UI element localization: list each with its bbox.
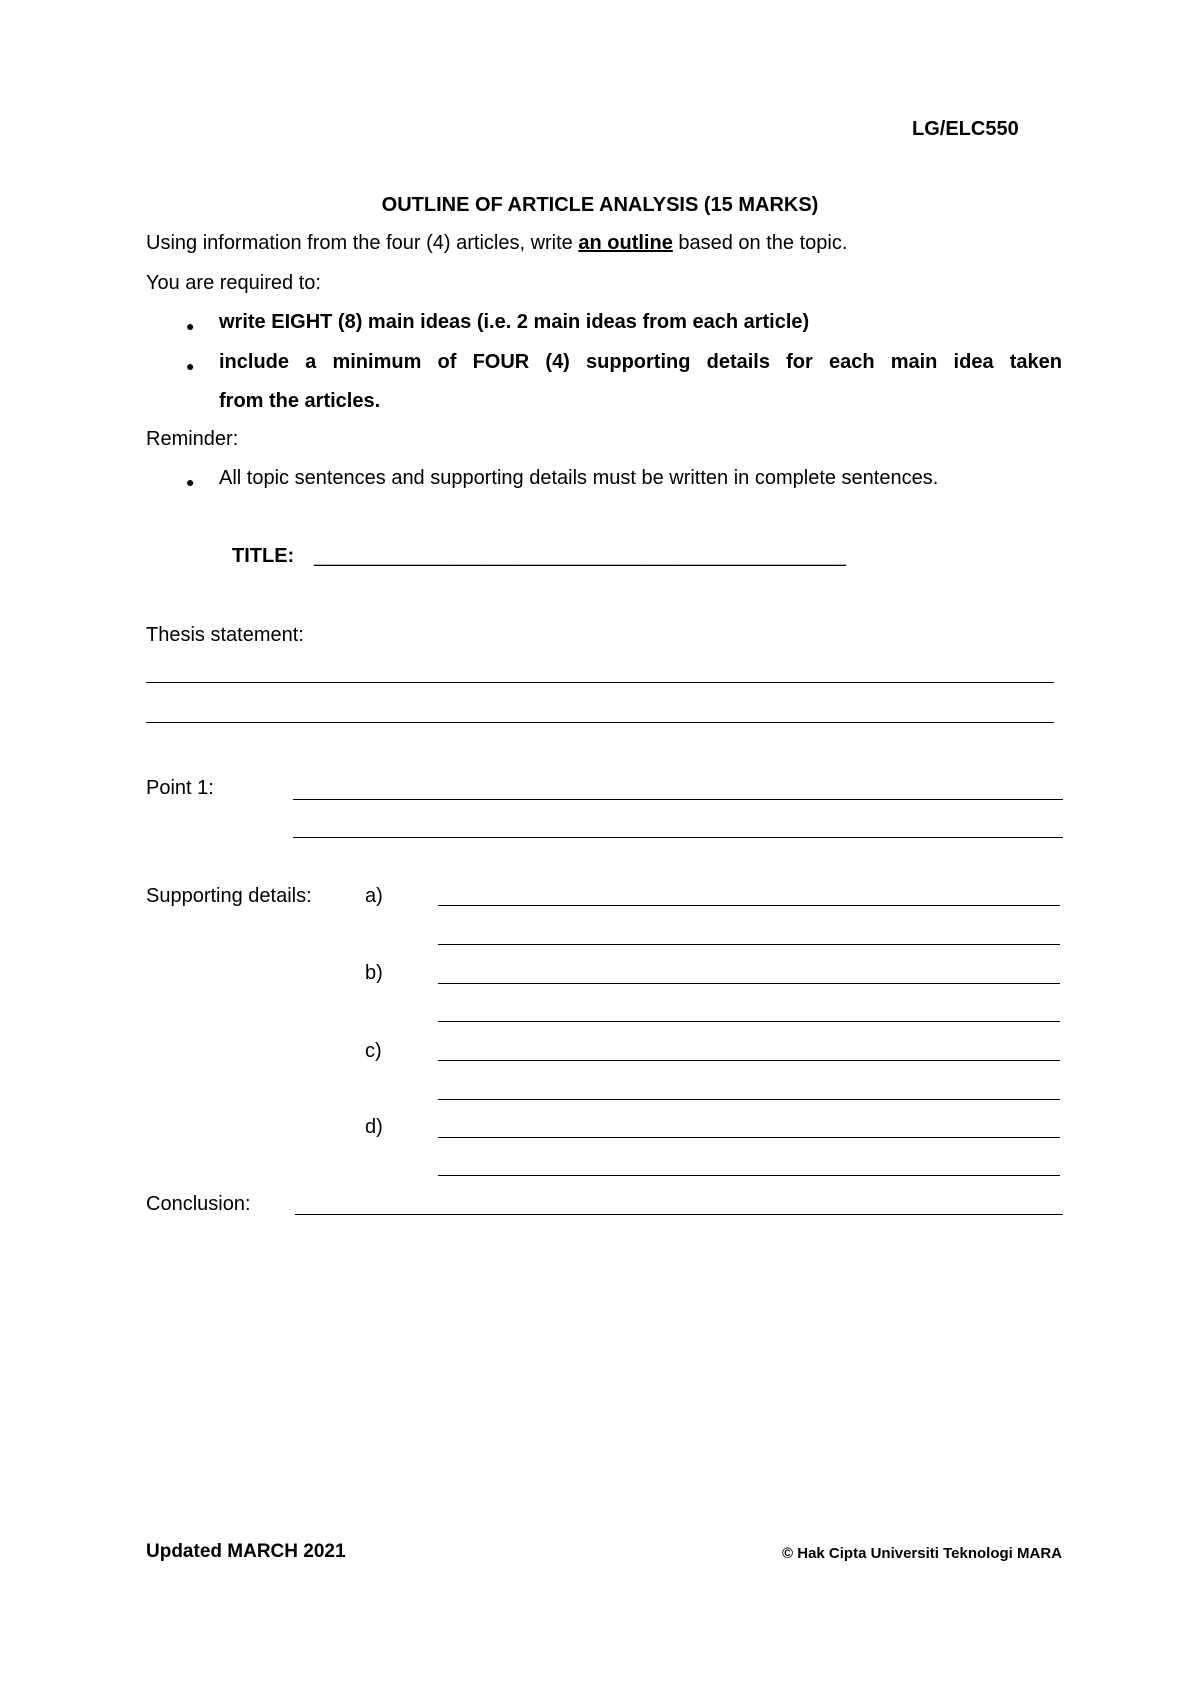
detail-letter: c) bbox=[365, 1040, 382, 1062]
bullet-icon: ● bbox=[186, 358, 195, 374]
detail-line bbox=[438, 1099, 1060, 1100]
detail-line bbox=[438, 1021, 1060, 1022]
footer-updated: Updated MARCH 2021 bbox=[146, 1541, 346, 1562]
title-label: TITLE: bbox=[232, 545, 295, 567]
point-label: Point 1: bbox=[146, 777, 214, 799]
reminder-label: Reminder: bbox=[146, 428, 239, 450]
point-line bbox=[293, 799, 1063, 800]
thesis-label: Thesis statement: bbox=[146, 624, 304, 646]
detail-line bbox=[438, 1137, 1060, 1138]
detail-line bbox=[438, 944, 1060, 945]
intro-before: Using information from the four (4) articles, write bbox=[146, 232, 579, 254]
conclusion-line bbox=[295, 1214, 1063, 1215]
detail-letter: d) bbox=[365, 1116, 383, 1138]
intro-after: based on the topic. bbox=[672, 232, 848, 254]
detail-line bbox=[438, 1060, 1060, 1061]
thesis-line bbox=[146, 722, 1054, 723]
reminder-item: All topic sentences and supporting details must be written in complete sentences. bbox=[219, 467, 939, 489]
bullet-icon: ● bbox=[186, 474, 195, 490]
requirement-item: write EIGHT (8) main ideas (i.e. 2 main ideas from each article) bbox=[219, 311, 810, 333]
detail-letter: b) bbox=[365, 962, 383, 984]
detail-line bbox=[438, 1175, 1060, 1176]
bullet-icon: ● bbox=[186, 318, 195, 334]
page-title: OUTLINE OF ARTICLE ANALYSIS (15 MARKS) bbox=[381, 194, 819, 216]
requirement-item: include a minimum of FOUR (4) supporting details for each main idea taken bbox=[219, 351, 1062, 373]
detail-line bbox=[438, 905, 1060, 906]
detail-line bbox=[438, 983, 1060, 984]
point-line bbox=[293, 837, 1063, 838]
conclusion-label: Conclusion: bbox=[146, 1193, 251, 1215]
supporting-details-label: Supporting details: bbox=[146, 885, 312, 907]
intro-emphasis: an outline bbox=[578, 232, 673, 254]
requirement-item-continuation: from the articles. bbox=[219, 390, 381, 412]
required-label: You are required to: bbox=[146, 272, 321, 294]
footer-copyright: © Hak Cipta Universiti Teknologi MARA bbox=[782, 1545, 1062, 1562]
course-code: LG/ELC550 bbox=[912, 118, 1019, 140]
thesis-line bbox=[146, 682, 1054, 683]
detail-letter: a) bbox=[365, 885, 383, 907]
intro-text bbox=[146, 232, 847, 255]
title-blank: _______________________________________________ bbox=[314, 545, 847, 567]
